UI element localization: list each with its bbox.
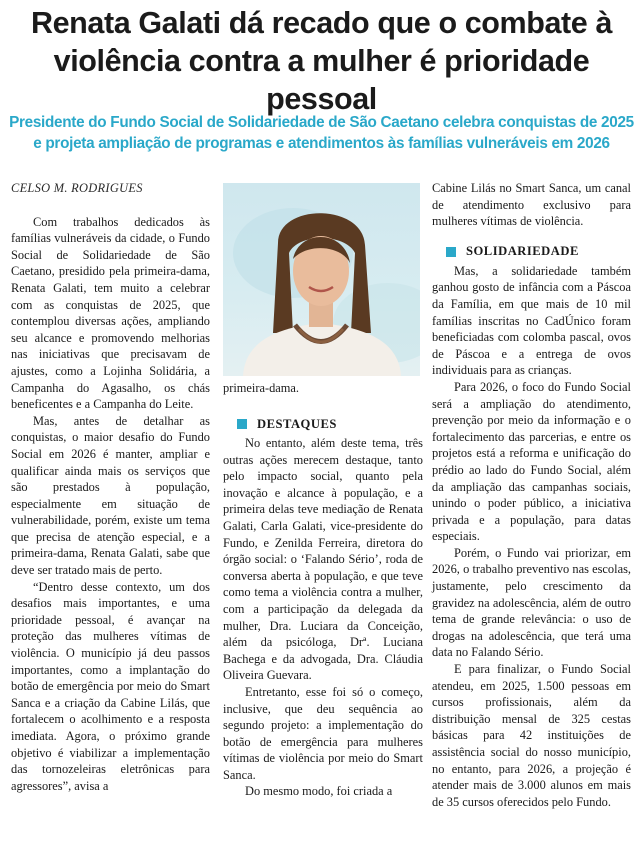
subheadline-line-2: e projeta ampliação de programas e atendimentos às famílias vulneráveis em 2026: [33, 135, 610, 152]
paragraph: Do mesmo modo, foi criada a: [245, 784, 393, 799]
paragraph: E para finalizar, o Fundo Social atendeu, em 2025, 1.500 pessoas em cursos profissionais, além da distribuição mensal de 325 cestas básicas para 42 instituições de assistência social do nosso município, no entanto, para 2026, a projeção é atender mais de 3.000 alunos em mais de 35 cursos oferecidos pelo Fundo.: [432, 662, 631, 809]
section-heading-destaques: [237, 416, 423, 432]
paragraph: Porém, o Fundo vai priorizar, em 2026, o trabalho preventivo nas escolas, justamente, pelo crescimento da gravidez na adolescência, além de outro tema de grande relevância: o uso de drogas na adolescência, que terá uma data no Falando Sério.: [432, 545, 631, 660]
section-marker-icon: [446, 247, 456, 257]
paragraph: Cabine Lilás no Smart Sanca, um canal de atendimento exclusivo para mulheres vítimas de violência.: [432, 181, 631, 229]
article-column-2: [223, 402, 423, 800]
headline-line-1: Renata Galati dá recado que o combate à: [30, 6, 613, 40]
subheadline-line-1: Presidente do Fundo Social de Solidariedade de São Caetano celebra conquistas de 2025: [9, 114, 634, 131]
article-column-1: [11, 180, 210, 794]
paragraph: Mas, a solidariedade também ganhou gosto de infância com a Páscoa da Família, em que mais de 10 mil famílias inscritas no CadÚnico foram beneficiadas com colomba pascal, ovos de Páscoa e a entrega de ovos individuais para as crianças.: [432, 263, 631, 378]
section-marker-icon: [237, 419, 247, 429]
paragraph: Entretanto, esse foi só o começo, inclusive, que deu sequência ao segundo projeto: a implementação do botão de emergência para mulheres vítimas de violência por meio do Smart Sanca.: [223, 684, 423, 782]
portrait-illustration: [223, 183, 420, 376]
section-heading-solidariedade: [446, 244, 631, 260]
paragraph: “Dentro desse contexto, um dos desafios mais importantes, e uma prioridade pessoal, é avançar na proteção das mulheres vítimas de violência. O município já deu passos importantes, como a implantação do botão de emergência por meio do Smart Sanca e a criação da Cabine Lilás, que fortalecem o acolhimento e a resposta imediata. Agora, o próximo grande objetivo é viabilizar a implementação das tornozeleiras eletrônicas para agressores”, avisa a: [11, 579, 210, 793]
byline: CELSO M. RODRIGUES: [11, 181, 143, 195]
headline-line-2: violência contra a mulher é prioridade pessoal: [53, 44, 590, 116]
section-heading-text: DESTAQUES: [257, 416, 337, 431]
paragraph: Mas, antes de detalhar as conquistas, o maior desafio do Fundo Social em 2026 é manter, ampliar e qualificar ainda mais os serviços que são prestados à população, especialmente em situação de vulnerabilidade, porém, existe um tema que precisa de atenção especial, e a primeira-dama, Renata Galati, sabe que deve ser tratado mais de perto.: [11, 413, 210, 578]
paragraph: No entanto, além deste tema, três outras ações merecem destaque, tanto pelo impacto social, quanto pela inovação e alcance à população, e a primeira delas teve mediação de Renata Galati, Carla Galati, vice-presidente do Fundo, e Zenilda Ferreira, diretora do órgão social: o ‘Falando Sério’, roda de conversa aberta à população, e que teve como tema a violência contra a mulher, com a participação da delegada da mulher, Dra. Luciara da Conceição, além da psicóloga, Drª. Luciana Bachega e da advogada, Dra. Cláudia Oliveira Guevara.: [223, 436, 423, 683]
portrait-photo: [223, 183, 420, 376]
section-heading-text: SOLIDARIEDADE: [466, 244, 579, 259]
paragraph: Para 2026, o foco do Fundo Social será a ampliação do atendimento, prevenção por meio da informação e o fortalecimento das parcerias, e entre os projetos está a reforma e unificação do prédio ao lado do Fundo Social, além da ampliação das campanhas sociais, unindo o poder público, a iniciativa privada e a população, para datas especiais.: [432, 379, 631, 544]
headline: [0, 4, 643, 118]
subheadline: [0, 112, 643, 154]
photo-caption: primeira-dama.: [223, 381, 300, 395]
article-column-3: [432, 180, 631, 810]
paragraph: Com trabalhos dedicados às famílias vulneráveis da cidade, o Fundo Social de Solidariedade de São Caetano, presidido pela primeira-dama, Renata Galati, tem muito a celebrar com as conquistas de 2025, que contemplou diversas ações, ampliando seu alcance e promovendo melhorias nas iniciativas que precisavam de ajustes, como a Lojinha Solidária, a Campanha do Agasalho, os chás beneficentes e a Campanha do Leite.: [11, 214, 210, 412]
